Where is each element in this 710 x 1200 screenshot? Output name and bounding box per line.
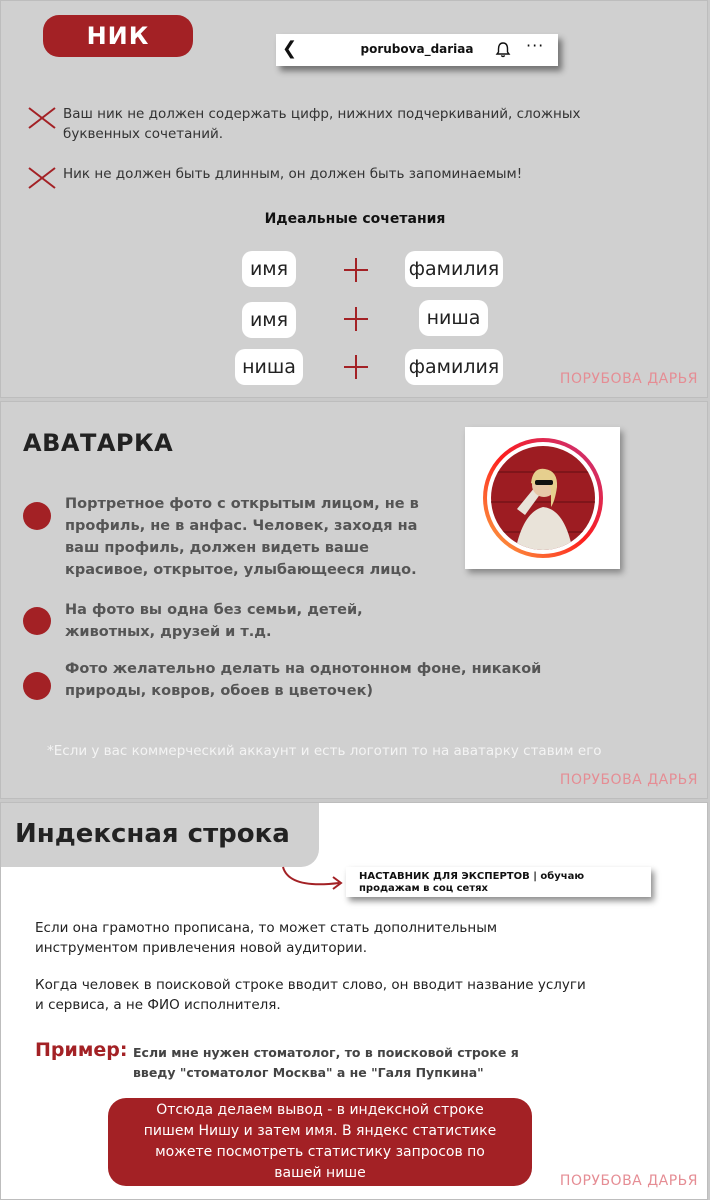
- conclusion-box: Отсюда делаем вывод - в индексной строке пишем Нишу и затем имя. В яндекс статистике можете посмотреть статистику запросов по вашей нише: [108, 1098, 532, 1186]
- instagram-username: porubova_dariaa: [360, 42, 474, 56]
- more-dots-icon: ···: [526, 36, 545, 55]
- plus-icon: [343, 354, 369, 380]
- bullet-dot: [23, 502, 51, 530]
- rule-text: Ник не должен быть длинным, он должен быть запоминаемым!: [63, 166, 523, 182]
- rule-text: Ваш ник не должен содержать цифр, нижних подчеркиваний, сложных буквенных сочетаний.: [63, 106, 581, 142]
- combo-word: ниша: [235, 349, 303, 385]
- example-text: Если мне нужен стоматолог, то в поисковой строке я введу "стоматолог Москва" а не "Галя Пупкина": [133, 1045, 519, 1080]
- bullet-dot: [23, 672, 51, 700]
- arrow-icon: [279, 863, 349, 893]
- combo-word: имя: [242, 302, 296, 338]
- avatar-point: Портретное фото с открытым лицом, не в профиль, не в анфас. Человек, заходя на ваш профиль, должен видеть ваше красивое, открытое, улыбающееся лицо.: [65, 496, 419, 578]
- plus-icon: [343, 306, 369, 332]
- author-signature: ПОРУБОВА ДАРЬЯ: [559, 371, 698, 387]
- cross-icon: [27, 166, 57, 190]
- combos-title: Идеальные сочетания: [264, 211, 446, 227]
- combo-word: фамилия: [405, 251, 503, 287]
- combo-word: ниша: [419, 300, 488, 336]
- avatar-section: [0, 401, 708, 799]
- instagram-header-preview: [276, 34, 558, 66]
- bell-icon: [494, 41, 512, 59]
- avatar-example: [465, 427, 620, 569]
- index-title: Индексная строка: [15, 819, 290, 849]
- example-label: Пример:: [35, 1039, 128, 1061]
- index-title-tab: [1, 803, 319, 867]
- author-signature: ПОРУБОВА ДАРЬЯ: [559, 772, 698, 788]
- avatar-title: АВАТАРКА: [23, 429, 174, 457]
- index-paragraph: Когда человек в поисковой строке вводит слово, он вводит название услуги и сервиса, а не ФИО исполнителя.: [35, 977, 586, 1013]
- avatar-point: На фото вы одна без семьи, детей, животных, друзей и т.д.: [65, 602, 363, 640]
- bio-example: НАСТАВНИК ДЛЯ ЭКСПЕРТОВ | обучаю продажам в соц сетях: [346, 867, 651, 897]
- bullet-dot: [23, 607, 51, 635]
- avatar-point: Фото желательно делать на однотонном фоне, никакой природы, ковров, обоев в цветочек): [65, 661, 542, 699]
- index-paragraph: Если она грамотно прописана, то может стать дополнительным инструментом привлечения новой аудитории.: [35, 920, 498, 956]
- combo-word: имя: [242, 251, 296, 287]
- author-signature: ПОРУБОВА ДАРЬЯ: [559, 1173, 698, 1189]
- avatar-note: *Если у вас коммерческий аккаунт и есть логотип то на аватарку ставим его: [47, 743, 602, 759]
- avatar-photo: [465, 427, 620, 569]
- index-section: [0, 802, 708, 1200]
- nick-title: НИК: [43, 15, 193, 57]
- chevron-left-icon: ❮: [282, 38, 298, 59]
- combo-word: фамилия: [405, 349, 503, 385]
- nick-section: [0, 0, 708, 398]
- plus-icon: [343, 257, 369, 283]
- cross-icon: [27, 106, 57, 130]
